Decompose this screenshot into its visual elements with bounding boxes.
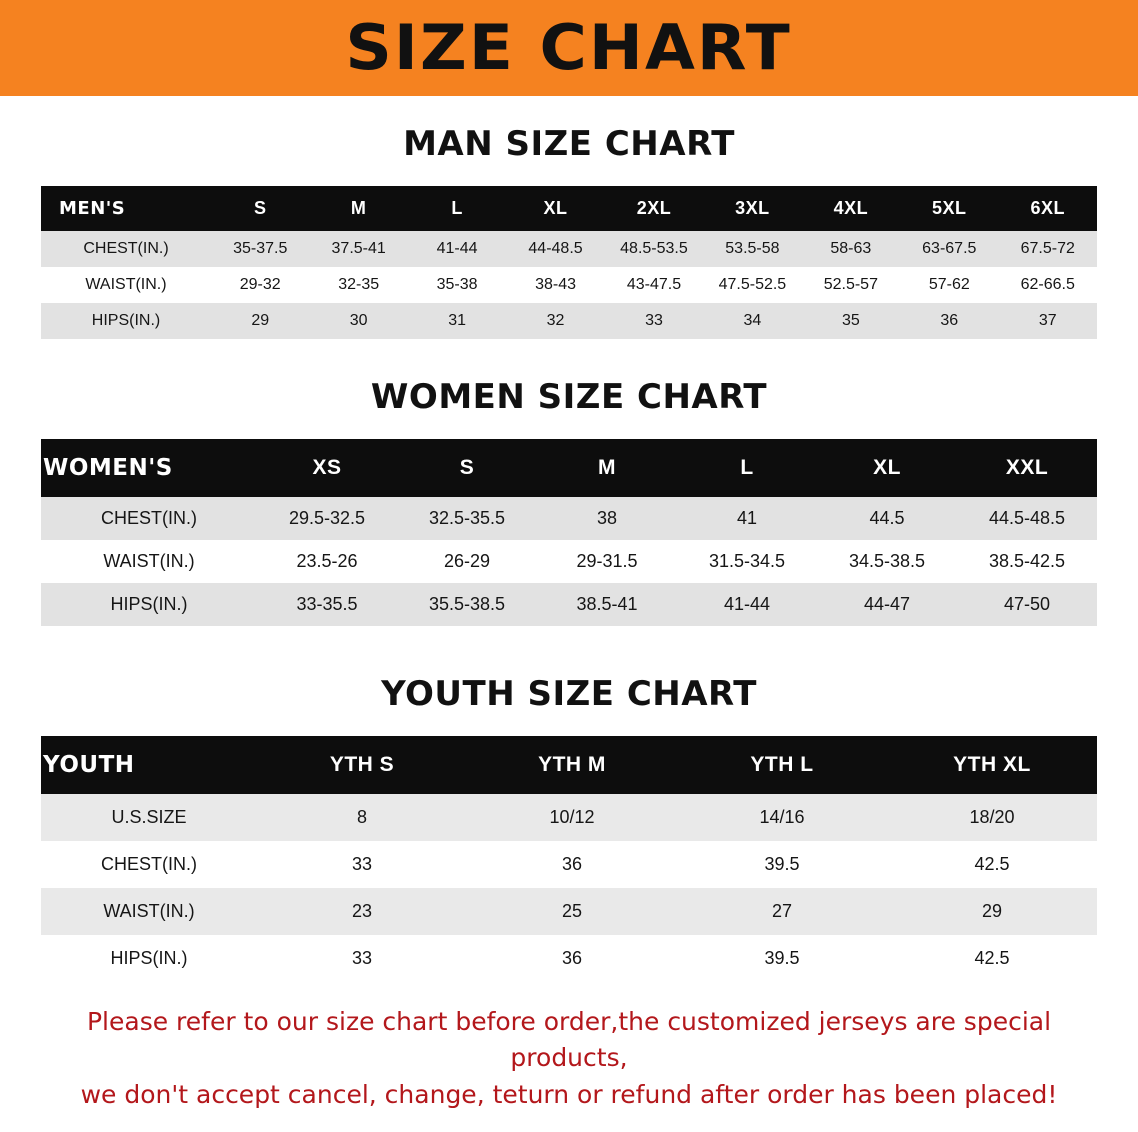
men-row-label-hips: HIPS(IN.) xyxy=(41,303,211,339)
women-col-s: S xyxy=(397,439,537,497)
women-row-label-hips: HIPS(IN.) xyxy=(41,583,257,626)
men-waist-5xl: 57-62 xyxy=(900,267,998,303)
table-row xyxy=(41,303,1097,339)
men-col-3xl: 3XL xyxy=(703,186,801,231)
men-hips-5xl: 36 xyxy=(900,303,998,339)
men-col-l: L xyxy=(408,186,506,231)
men-col-5xl: 5XL xyxy=(900,186,998,231)
youth-ussize-s: 8 xyxy=(257,794,467,841)
men-chest-l: 41-44 xyxy=(408,231,506,267)
women-chest-xxl: 44.5-48.5 xyxy=(957,497,1097,540)
women-hips-s: 35.5-38.5 xyxy=(397,583,537,626)
women-hips-m: 38.5-41 xyxy=(537,583,677,626)
women-table-head xyxy=(41,439,1097,497)
youth-header-row xyxy=(41,736,1097,794)
men-waist-4xl: 52.5-57 xyxy=(802,267,900,303)
youth-chest-m: 36 xyxy=(467,841,677,888)
men-col-6xl: 6XL xyxy=(999,186,1098,231)
women-size-table-wrap xyxy=(41,439,1097,626)
men-waist-xl: 38-43 xyxy=(506,267,604,303)
youth-table-body xyxy=(41,794,1097,982)
youth-row-header: YOUTH xyxy=(41,736,257,794)
table-row xyxy=(41,267,1097,303)
youth-waist-l: 27 xyxy=(677,888,887,935)
youth-hips-m: 36 xyxy=(467,935,677,982)
women-row-label-waist: WAIST(IN.) xyxy=(41,540,257,583)
disclaimer-line-2: we don't accept cancel, change, teturn or refund after order has been placed! xyxy=(80,1079,1058,1109)
women-waist-s: 26-29 xyxy=(397,540,537,583)
women-chest-l: 41 xyxy=(677,497,817,540)
youth-waist-s: 23 xyxy=(257,888,467,935)
women-chest-m: 38 xyxy=(537,497,677,540)
men-col-m: M xyxy=(309,186,407,231)
youth-size-table-wrap xyxy=(41,736,1097,982)
section-title-youth: YOUTH SIZE CHART xyxy=(381,674,757,714)
youth-waist-m: 25 xyxy=(467,888,677,935)
women-row-header: WOMEN'S xyxy=(41,439,257,497)
women-row-label-chest: CHEST(IN.) xyxy=(41,497,257,540)
disclaimer-note xyxy=(44,1004,1094,1113)
youth-chest-l: 39.5 xyxy=(677,841,887,888)
men-chest-2xl: 48.5-53.5 xyxy=(605,231,703,267)
women-hips-xxl: 47-50 xyxy=(957,583,1097,626)
page-title: SIZE CHART xyxy=(345,11,793,84)
men-chest-3xl: 53.5-58 xyxy=(703,231,801,267)
youth-hips-l: 39.5 xyxy=(677,935,887,982)
men-table-body xyxy=(41,231,1097,339)
women-waist-xl: 34.5-38.5 xyxy=(817,540,957,583)
youth-col-s: YTH S xyxy=(257,736,467,794)
youth-hips-xl: 42.5 xyxy=(887,935,1097,982)
men-hips-6xl: 37 xyxy=(999,303,1098,339)
men-size-table xyxy=(41,186,1097,339)
men-hips-xl: 32 xyxy=(506,303,604,339)
table-row xyxy=(41,794,1097,841)
men-chest-5xl: 63-67.5 xyxy=(900,231,998,267)
youth-row-label-hips: HIPS(IN.) xyxy=(41,935,257,982)
men-hips-4xl: 35 xyxy=(802,303,900,339)
youth-row-label-waist: WAIST(IN.) xyxy=(41,888,257,935)
men-waist-s: 29-32 xyxy=(211,267,309,303)
men-col-s: S xyxy=(211,186,309,231)
table-row xyxy=(41,497,1097,540)
section-title-man: MAN SIZE CHART xyxy=(403,124,735,164)
women-hips-xl: 44-47 xyxy=(817,583,957,626)
women-chest-s: 32.5-35.5 xyxy=(397,497,537,540)
youth-waist-xl: 29 xyxy=(887,888,1097,935)
women-col-l: L xyxy=(677,439,817,497)
men-hips-m: 30 xyxy=(309,303,407,339)
women-waist-l: 31.5-34.5 xyxy=(677,540,817,583)
men-chest-m: 37.5-41 xyxy=(309,231,407,267)
youth-col-xl: YTH XL xyxy=(887,736,1097,794)
women-size-table xyxy=(41,439,1097,626)
women-col-xs: XS xyxy=(257,439,397,497)
women-hips-l: 41-44 xyxy=(677,583,817,626)
men-waist-l: 35-38 xyxy=(408,267,506,303)
youth-col-l: YTH L xyxy=(677,736,887,794)
men-header-row xyxy=(41,186,1097,231)
youth-row-label-ussize: U.S.SIZE xyxy=(41,794,257,841)
men-chest-4xl: 58-63 xyxy=(802,231,900,267)
men-waist-6xl: 62-66.5 xyxy=(999,267,1098,303)
men-hips-2xl: 33 xyxy=(605,303,703,339)
women-hips-xs: 33-35.5 xyxy=(257,583,397,626)
header-banner xyxy=(0,0,1138,96)
table-row xyxy=(41,231,1097,267)
table-row xyxy=(41,540,1097,583)
women-header-row xyxy=(41,439,1097,497)
youth-hips-s: 33 xyxy=(257,935,467,982)
women-chest-xs: 29.5-32.5 xyxy=(257,497,397,540)
men-row-label-chest: CHEST(IN.) xyxy=(41,231,211,267)
men-col-xl: XL xyxy=(506,186,604,231)
table-row xyxy=(41,583,1097,626)
section-title-women: WOMEN SIZE CHART xyxy=(370,377,768,417)
table-row xyxy=(41,935,1097,982)
youth-chest-s: 33 xyxy=(257,841,467,888)
men-waist-m: 32-35 xyxy=(309,267,407,303)
men-size-table-wrap xyxy=(41,186,1097,339)
men-chest-6xl: 67.5-72 xyxy=(999,231,1098,267)
youth-table-head xyxy=(41,736,1097,794)
youth-ussize-m: 10/12 xyxy=(467,794,677,841)
women-waist-m: 29-31.5 xyxy=(537,540,677,583)
men-chest-xl: 44-48.5 xyxy=(506,231,604,267)
table-row xyxy=(41,841,1097,888)
men-waist-3xl: 47.5-52.5 xyxy=(703,267,801,303)
men-table-head xyxy=(41,186,1097,231)
table-row xyxy=(41,888,1097,935)
women-col-xxl: XXL xyxy=(957,439,1097,497)
men-hips-s: 29 xyxy=(211,303,309,339)
men-chest-s: 35-37.5 xyxy=(211,231,309,267)
men-col-4xl: 4XL xyxy=(802,186,900,231)
youth-ussize-xl: 18/20 xyxy=(887,794,1097,841)
youth-ussize-l: 14/16 xyxy=(677,794,887,841)
men-row-header: MEN'S xyxy=(41,186,211,231)
men-col-2xl: 2XL xyxy=(605,186,703,231)
youth-size-table xyxy=(41,736,1097,982)
men-row-label-waist: WAIST(IN.) xyxy=(41,267,211,303)
women-waist-xxl: 38.5-42.5 xyxy=(957,540,1097,583)
women-col-xl: XL xyxy=(817,439,957,497)
youth-chest-xl: 42.5 xyxy=(887,841,1097,888)
women-chest-xl: 44.5 xyxy=(817,497,957,540)
disclaimer-line-1: Please refer to our size chart before order,the customized jerseys are special products, xyxy=(86,1007,1052,1073)
men-hips-l: 31 xyxy=(408,303,506,339)
men-waist-2xl: 43-47.5 xyxy=(605,267,703,303)
youth-col-m: YTH M xyxy=(467,736,677,794)
women-table-body xyxy=(41,497,1097,626)
men-hips-3xl: 34 xyxy=(703,303,801,339)
women-waist-xs: 23.5-26 xyxy=(257,540,397,583)
women-col-m: M xyxy=(537,439,677,497)
youth-row-label-chest: CHEST(IN.) xyxy=(41,841,257,888)
